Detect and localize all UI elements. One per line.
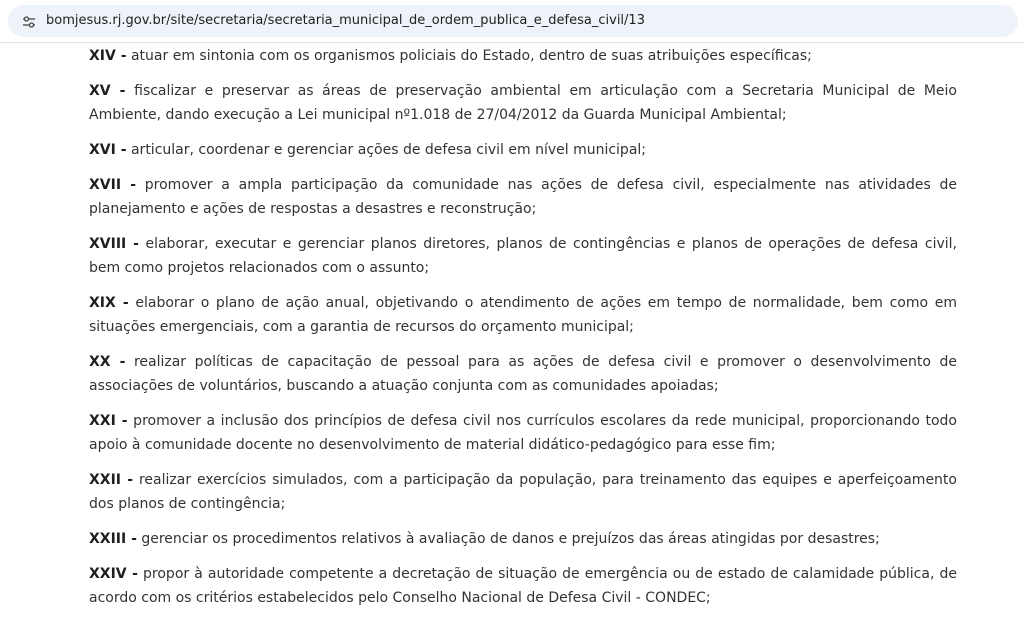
clause-item [89,79,957,127]
toolbar-divider [0,42,1024,43]
clause-number: XXIII - [89,531,137,547]
clause-number: XXIV - [89,566,138,582]
clause-number: XVIII - [89,236,139,252]
clause-text: gerenciar os procedimentos relativos à avaliação de danos e prejuízos das áreas atingidas por desastres; [136,531,880,547]
clause-text: elaborar, executar e gerenciar planos diretores, planos de contingências e planos de operações de defesa civil, bem como projetos relacionados com o assunto; [89,236,957,276]
clause-text: elaborar o plano de ação anual, objetivando o atendimento de ações em tempo de normalidade, bem como em situações emergenciais, com a garantia de recursos do orçamento municipal; [89,295,958,335]
clause-number: XX - [89,354,126,370]
browser-address-bar [0,0,1024,42]
clause-number: XVII - [89,177,137,193]
clause-item [89,468,957,516]
clause-item [89,138,957,162]
clause-item [89,562,957,610]
clause-number: XIX - [89,295,129,311]
clause-text: realizar políticas de capacitação de pessoal para as ações de defesa civil e promover o desenvolvimento de associações de voluntários, buscando a atuação conjunta com as comunidades apoiadas; [89,354,957,394]
clause-item [89,173,957,221]
clause-text: propor à autoridade competente a decretação de situação de emergência ou de estado de calamidade pública, de acordo com os critérios estabelecidos pelo Conselho Nacional de Defesa Civil - CONDEC; [89,566,957,606]
clause-item [89,232,957,280]
clause-number: XV - [89,83,126,99]
clause-text: fiscalizar e preservar as áreas de preservação ambiental em articulação com a Secretaria Municipal de Meio Ambiente, dando execução a Lei municipal nº1.018 de 27/04/2012 da Guarda Municipal Ambiental; [89,83,957,123]
clause-number: XIV - [89,48,127,64]
clause-item [89,44,957,68]
clause-item [89,409,957,457]
clause-item [89,291,957,339]
clause-item [89,350,957,398]
clause-text: promover a inclusão dos princípios de defesa civil nos currículos escolares da rede municipal, proporcionando todo apoio à comunidade docente no desenvolvimento de material didático-pedagógico para esse fim; [89,413,957,453]
clause-number: XXI - [89,413,128,429]
clause-number: XVI - [89,142,127,158]
tune-icon[interactable] [22,14,36,28]
clause-item [89,527,957,551]
clause-number: XXII - [89,472,134,488]
clause-text: promover a ampla participação da comunidade nas ações de defesa civil, especialmente nas atividades de planejamento e ações de respostas a desastres e reconstrução; [89,177,957,217]
clause-text: atuar em sintonia com os organismos policiais do Estado, dentro de suas atribuições específicas; [126,48,812,64]
url-text[interactable]: bomjesus.rj.gov.br/site/secretaria/secretaria_municipal_de_ordem_publica_e_defesa_civil/13 [46,13,645,28]
clause-text: realizar exercícios simulados, com a participação da população, para treinamento das equipes e aperfeiçoamento dos planos de contingência; [89,472,957,512]
clause-text: articular, coordenar e gerenciar ações de defesa civil em nível municipal; [126,142,647,158]
omnibox[interactable] [8,5,1018,37]
